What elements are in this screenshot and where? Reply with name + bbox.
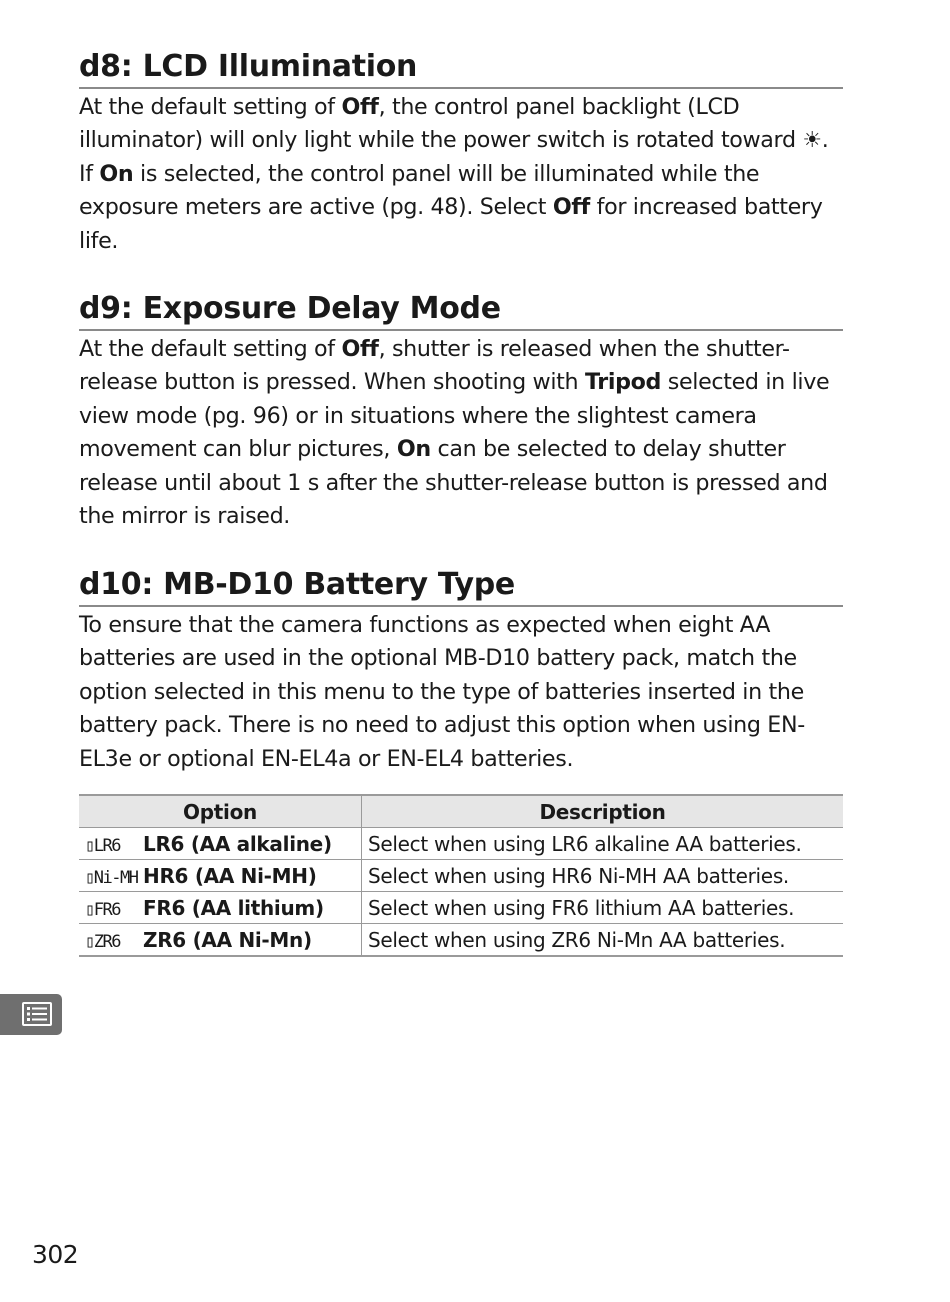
battery-lr6-icon: ▯LR6 xyxy=(85,835,120,856)
section-d10 xyxy=(79,566,843,776)
battery-type-table xyxy=(79,794,843,957)
section-body-d8: At the default setting of Off, the control panel backlight (LCD illuminator) will only light while the power switch is rotated toward ☀. If On is selected, the control panel will be illuminated while the exposure meters are active (pg. 48). Select Off for increased battery life. xyxy=(79,94,829,254)
option-description: Select when using ZR6 Ni-Mn AA batteries. xyxy=(362,924,844,957)
table-row xyxy=(79,892,843,924)
option-label: FR6 (AA lithium) xyxy=(143,895,324,920)
light-icon: ☀ xyxy=(802,128,822,154)
table-row xyxy=(79,924,843,957)
section-d9 xyxy=(79,290,843,533)
table-row xyxy=(79,828,843,860)
option-label: ZR6 (AA Ni-Mn) xyxy=(143,927,312,952)
col-header-description: Description xyxy=(362,795,844,828)
section-title-d8: d8: LCD Illumination xyxy=(79,48,843,89)
page-number: 302 xyxy=(32,1240,79,1269)
option-label: LR6 (AA alkaline) xyxy=(143,831,332,856)
table-header-row xyxy=(79,795,843,828)
chapter-tab xyxy=(0,994,62,1035)
option-description: Select when using HR6 Ni-MH AA batteries. xyxy=(362,860,844,892)
section-body-d10: To ensure that the camera functions as expected when eight AA batteries are used in the optional MB-D10 battery pack, match the option selected in this menu to the type of batteries inserted in the battery pack. There is no need to adjust this option when using EN-EL3e or optional EN-EL4a or EN-EL4 batteries. xyxy=(79,612,805,772)
table-row xyxy=(79,860,843,892)
battery-zr6-icon: ▯ZR6 xyxy=(85,931,120,952)
option-description: Select when using LR6 alkaline AA batteries. xyxy=(362,828,844,860)
col-header-option: Option xyxy=(79,795,362,828)
menu-list-icon xyxy=(22,1002,52,1026)
option-label: HR6 (AA Ni-MH) xyxy=(143,863,317,888)
battery-fr6-icon: ▯FR6 xyxy=(85,899,120,920)
option-description: Select when using FR6 lithium AA batteries. xyxy=(362,892,844,924)
section-title-d10: d10: MB-D10 Battery Type xyxy=(79,566,843,607)
section-title-d9: d9: Exposure Delay Mode xyxy=(79,290,843,331)
section-d8 xyxy=(79,48,843,258)
section-body-d9: At the default setting of Off, shutter is released when the shutter-release button is pressed. When shooting with Tripod selected in live view mode (pg. 96) or in situations where the slightest camera movement can blur pictures, On can be selected to delay shutter release until about 1 s after the shutter-release button is pressed and the mirror is raised. xyxy=(79,336,830,530)
battery-nimh-icon: ▯Ni-MH xyxy=(85,867,138,888)
